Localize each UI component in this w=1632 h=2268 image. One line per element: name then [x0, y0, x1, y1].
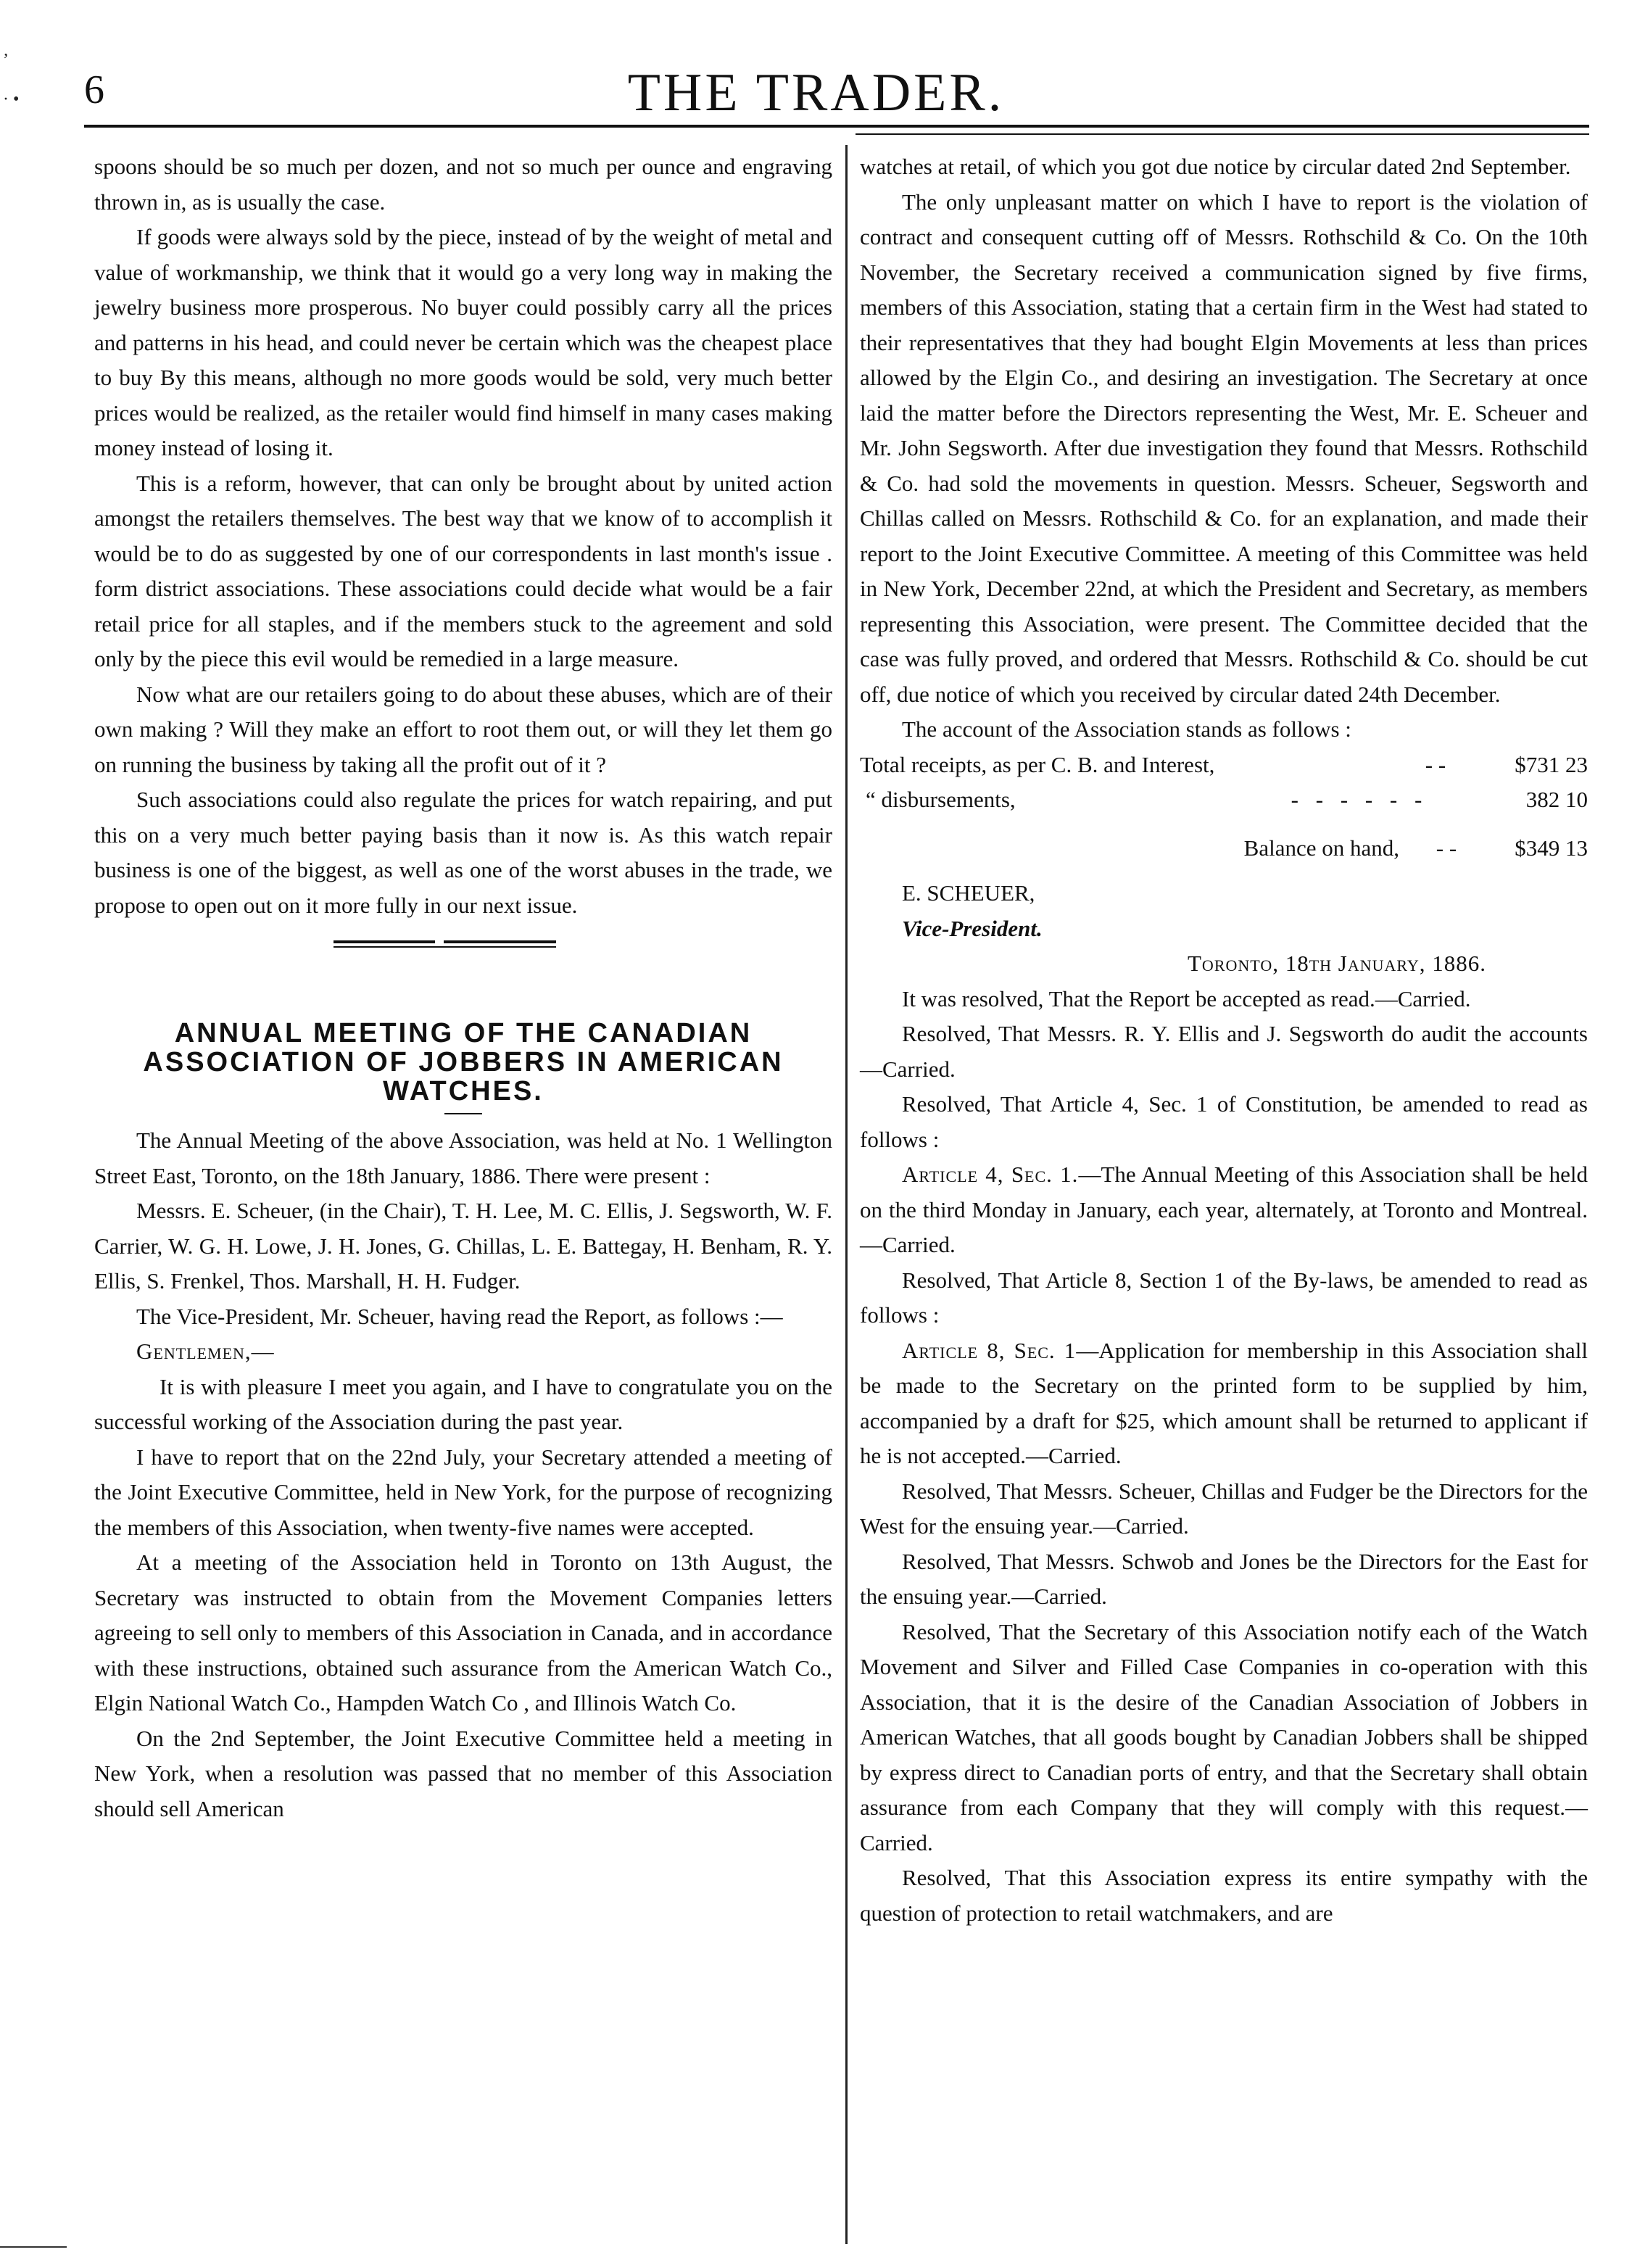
account-dashes: - - - - - -	[1291, 787, 1428, 812]
article-heading: ANNUAL MEETING OF THE CANADIAN ASSOCIATION OF JOBBERS IN AMERICAN WATCHES.	[143, 1018, 784, 1106]
dateline: Toronto, 18th January, 1886.	[1188, 951, 1486, 976]
page-number: 6	[84, 67, 104, 112]
masthead-title: THE TRADER.	[627, 63, 1005, 123]
signer-title: Vice-President.	[902, 915, 1043, 941]
account-amount: 382 10	[1525, 787, 1588, 812]
article-text	[860, 1333, 1588, 1474]
account-amount: $731 23	[1515, 751, 1588, 777]
account-dashes: - -	[1425, 751, 1446, 777]
salutation: Gentlemen,—	[136, 1338, 275, 1364]
resolution: Resolved, That Article 8, Section 1 of the By-laws, be amended to read as follows :	[860, 1267, 1588, 1328]
paragraph: watches at retail, of which you got due notice by circular dated 2nd September.	[860, 154, 1571, 179]
paragraph: On the 2nd September, the Joint Executive Committee held a meeting in New York, when a resolution was passed that no member of this Association should sell American	[94, 1725, 832, 1821]
header-rule-secondary	[856, 133, 1589, 135]
bottom-rule	[0, 2246, 67, 2248]
resolution: Resolved, That Messrs. R. Y. Ellis and J. Segsworth do audit the accounts —Carried.	[860, 1021, 1588, 1082]
paragraph: This is a reform, however, that can only be brought about by united action amongst the retailers themselves. The best way that we know of to accomplish it would be to do as suggested by one of our correspondents in last month's issue . form district associations. These associations could decide what would be a fair retail price for all staples, and if the members stuck to the agreement and sold only by the piece this evil would be remedied in a large measure.	[94, 470, 832, 671]
paragraph: It is with pleasure I meet you again, and I have to congratulate you on the successful working of the Association during the past year.	[94, 1373, 832, 1434]
signer-name: E. SCHEUER,	[902, 880, 1035, 906]
balance-dashes: - -	[1436, 835, 1457, 861]
right-column	[860, 149, 1588, 1931]
resolution: Resolved, That the Secretary of this Association notify each of the Watch Movement and Silver and Filled Case Companies in co-operation with this Association, that it is the desire of the Canadian Association of Jobbers in American Watches, that all goods bought by Canadian Jobbers shall be shipped by express direct to Canadian ports of entry, and that the Secretary shall obtain assurance from each Company that they will comply with this request.—Carried.	[860, 1618, 1588, 1855]
paragraph: The only unpleasant matter on which I have to report is the violation of contract and consequent cutting off of Messrs. Rothschild & Co. On the 10th November, the Secretary received a communication signed by five firms, members of this Association, stating that a certain firm in the West had stated to their representatives that they had bought Elgin Movements at less than prices allowed by the Elgin Co., and desiring an investigation. The Secretary at once laid the matter before the Directors representing the West, Mr. E. Scheuer and Mr. John Segsworth. After due investigation they found that Messrs. Rothschild & Co. had sold the movements in question. Messrs. Scheuer, Segsworth and Chillas called on Messrs. Rothschild & Co. for an explanation, and made their report to the Joint Executive Committee. A meeting of this Committee was held in New York, December 22nd, at which the President and Secretary, as members representing this Association, were present. The Committee decided that the case was fully proved, and ordered that Messrs. Rothschild & Co. should be cut off, due notice of which you received by circular dated 24th December.	[860, 189, 1588, 707]
resolution: Resolved, That Article 4, Sec. 1 of Constitution, be amended to read as follows :	[860, 1091, 1588, 1152]
paragraph: The Vice-President, Mr. Scheuer, having read the Report, as follows :—	[136, 1303, 783, 1329]
resolution: It was resolved, That the Report be accepted as read.—Carried.	[902, 985, 1471, 1011]
paragraph: At a meeting of the Association held in Toronto on 13th August, the Secretary was instructed to obtain from the Movement Companies letters agreeing to sell only to members of this Association in Canada, and in accordance with these instructions, obtained such assurance from the American Watch Co., Elgin National Watch Co., Hampden Watch Co , and Illinois Watch Co.	[94, 1549, 832, 1716]
paragraph: Now what are our retailers going to do about these abuses, which are of their own making ? Will they make an effort to root them out, or will they let them go on running the business by taking all the profit out of it ?	[94, 681, 832, 777]
section-separator	[94, 923, 832, 962]
resolution: Resolved, That Messrs. Schwob and Jones be the Directors for the East for the ensuing year.—Carried.	[860, 1548, 1588, 1609]
account-row-balance	[860, 831, 1588, 866]
account-row-receipts	[860, 748, 1588, 783]
paragraph: Such associations could also regulate the prices for watch repairing, and put this on a very much better paying basis than it now is. As this watch repair business is one of the biggest, as well as one of the worst abuses in the trade, we propose to open out on it more fully in our next issue.	[94, 787, 832, 918]
heading-rule	[444, 1113, 482, 1114]
paragraph: The Annual Meeting of the above Association, was held at No. 1 Wellington Street East, Toronto, on the 18th January, 1886. There were present :	[94, 1127, 832, 1188]
paragraph: If goods were always sold by the piece, instead of by the weight of metal and value of workmanship, we think that it would go a very long way in making the jewelry business more prosperous. No buyer could possibly carry all the prices and patterns in his head, and could never be certain which was the cheapest place to buy By this means, although no more goods would be sold, very much better prices would be realized, as the retailer would find himself in many cases making money instead of losing it.	[94, 224, 832, 460]
resolution: Resolved, That Messrs. Scheuer, Chillas and Fudger be the Directors for the West for the ensuing year.—Carried.	[860, 1478, 1588, 1539]
account-row-disbursements	[860, 782, 1588, 818]
account-label: “ disbursements,	[866, 787, 1016, 812]
header-rule	[84, 125, 1589, 128]
article-ref: Article 4, Sec. 1.	[902, 1162, 1079, 1187]
paragraph: I have to report that on the 22nd July, your Secretary attended a meeting of the Joint Executive Committee, held in New York, for the purpose of recognizing the members of this Association, when twenty-five names were accepted.	[94, 1444, 832, 1540]
article-body: —The Annual Meeting of this Association shall be held on the third Monday in January, each year, alternately, at Toronto and Montreal.—Carried.	[860, 1162, 1588, 1257]
left-column	[94, 149, 832, 1826]
attendees-paragraph: Messrs. E. Scheuer, (in the Chair), T. H. Lee, M. C. Ellis, J. Segsworth, W. F. Carrier, W. G. H. Lowe, J. H. Jones, G. Chillas, L. E. Battegay, H. Benham, R. Y. Ellis, S. Frenkel, Thos. Marshall, H. H. Fudger.	[94, 1198, 832, 1294]
account-label: Total receipts, as per C. B. and Interest,	[860, 751, 1215, 777]
article-ref: Article 8, Sec. 1	[902, 1337, 1077, 1363]
balance-amount: $349 13	[1515, 835, 1588, 861]
margin-marks: ’ · •	[3, 51, 20, 109]
resolution: Resolved, That this Association express its entire sympathy with the question of protection to retail watchmakers, and are	[860, 1865, 1588, 1926]
column-divider	[845, 145, 848, 2244]
paragraph: spoons should be so much per dozen, and not so much per ounce and engraving thrown in, as is usually the case.	[94, 154, 832, 215]
balance-label: Balance on hand,	[1243, 835, 1399, 861]
account-intro: The account of the Association stands as follows :	[902, 716, 1351, 742]
article-text	[860, 1157, 1588, 1263]
article-body: —Application for membership in this Association shall be made to the Secretary on the printed form to be supplied by him, accompanied by a draft for $25, which amount shall be returned to applicant if he is not accepted.—Carried.	[860, 1337, 1588, 1468]
